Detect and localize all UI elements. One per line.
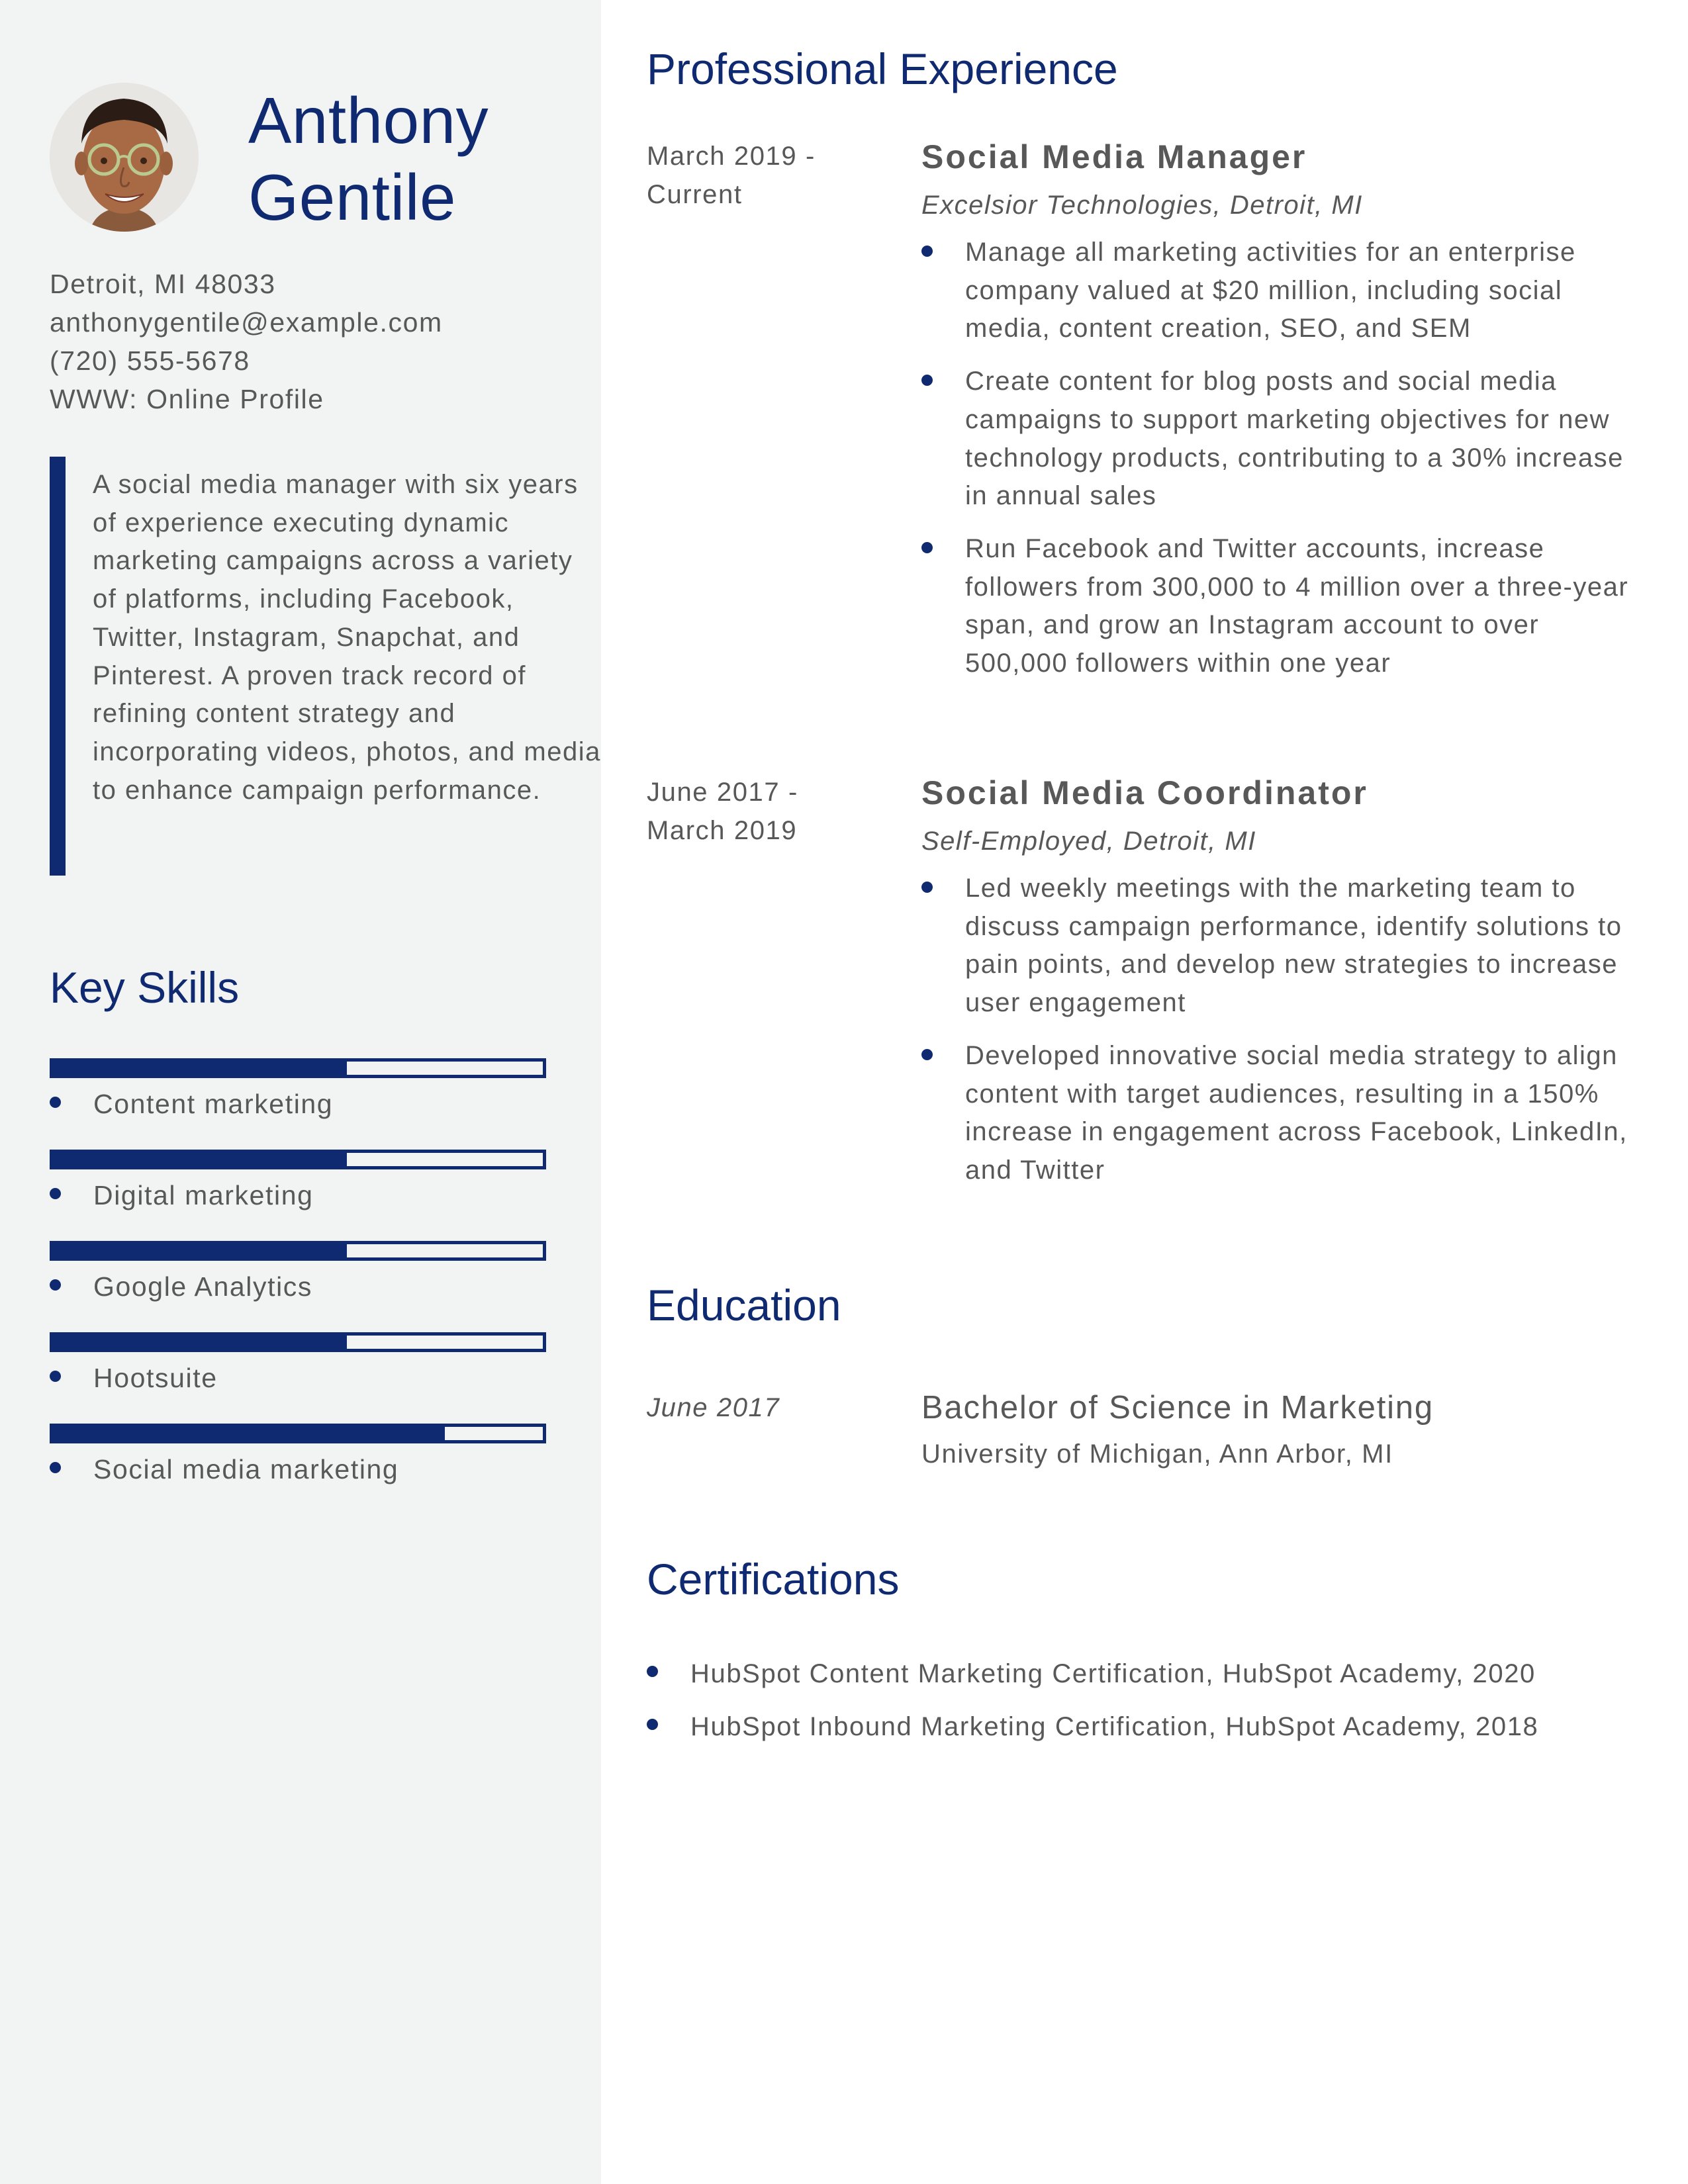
job-bullet-text: Manage all marketing activities for an enterprise company valued at $20 million, including social media, content creation, SEO, and SEM [965, 238, 1576, 343]
job-bullet-text: Create content for blog posts and social media campaigns to support marketing objectives for new technology products, contributing to a 30% increase in annual sales [965, 367, 1624, 511]
first-name: Anthony [248, 84, 489, 157]
key-skills-heading: Key Skills [50, 963, 240, 1012]
experience-heading: Professional Experience [647, 44, 1118, 93]
certification-text: HubSpot Content Marketing Certification, HubSpot Academy, 2020 [690, 1659, 1536, 1688]
skill-label: Digital marketing [93, 1180, 314, 1210]
job-company: Excelsior Technologies, Detroit, MI [921, 191, 1363, 220]
certification-text: HubSpot Inbound Marketing Certification, HubSpot Academy, 2018 [690, 1712, 1539, 1741]
education-heading: Education [647, 1281, 841, 1330]
bullet-icon [921, 246, 933, 257]
bullet-icon [50, 1279, 61, 1291]
bullet-icon [647, 1666, 658, 1677]
skill-level-fill [53, 1153, 347, 1166]
job-date-start: March 2019 - [647, 142, 816, 171]
certifications-heading: Certifications [647, 1555, 900, 1604]
sidebar [0, 0, 601, 2184]
skill-level-bar [50, 1332, 546, 1352]
job-title: Social Media Manager [921, 138, 1307, 175]
skill-level-fill [53, 1244, 347, 1257]
job-details [921, 137, 1640, 698]
job-bullet-text: Run Facebook and Twitter accounts, increase followers from 300,000 to 4 million over a three-year span, and grow an Instagram account to over 500,000 followers within one year [965, 533, 1629, 678]
education-degree: Bachelor of Science in Marketing [921, 1390, 1434, 1426]
skill-level-fill [53, 1062, 347, 1075]
job-bullets [921, 870, 1640, 1190]
avatar-photo-icon [50, 83, 199, 232]
contact-phone[interactable]: (720) 555-5678 [50, 345, 250, 376]
skill-item [50, 1424, 546, 1515]
job-title: Social Media Coordinator [921, 774, 1368, 811]
skill-level-bar [50, 1058, 546, 1078]
skills-list [50, 1058, 546, 1515]
skill-label: Social media marketing [93, 1454, 399, 1484]
education-date: June 2017 [647, 1393, 780, 1422]
bullet-icon [921, 542, 933, 553]
bullet-icon [921, 1049, 933, 1060]
job-date-start: June 2017 - [647, 778, 798, 807]
job-bullet [921, 870, 1640, 1023]
last-name: Gentile [248, 161, 457, 234]
education-school: University of Michigan, Ann Arbor, MI [921, 1439, 1393, 1469]
job-dates [647, 773, 898, 850]
certification-item [647, 1707, 1653, 1746]
skill-item [50, 1150, 546, 1241]
job-bullets [921, 234, 1640, 683]
skill-label: Content marketing [93, 1089, 334, 1119]
skill-level-bar [50, 1424, 546, 1443]
skill-level-fill [53, 1427, 445, 1440]
skill-label: Google Analytics [93, 1271, 312, 1302]
job-bullet-text: Developed innovative social media strategy to align content with target audiences, resulting in a 150% increase in engagement across Facebook, LinkedIn, and Twitter [965, 1040, 1628, 1185]
certification-item [647, 1655, 1653, 1693]
job-bullet [921, 234, 1640, 348]
bullet-icon [50, 1371, 61, 1382]
skill-level-bar [50, 1241, 546, 1261]
job-date-end: March 2019 [647, 816, 798, 845]
bullet-icon [921, 375, 933, 386]
job-company: Self-Employed, Detroit, MI [921, 827, 1256, 856]
bullet-icon [50, 1462, 61, 1473]
contact-info [50, 265, 443, 418]
skill-item [50, 1058, 546, 1150]
bullet-icon [647, 1719, 658, 1730]
job-bullet-text: Led weekly meetings with the marketing team to discuss campaign performance, identify solutions to pain points, and develop new strategies to increase user engagement [965, 874, 1622, 1018]
certifications-list [647, 1655, 1653, 1760]
skill-label: Hootsuite [93, 1363, 218, 1393]
avatar [50, 83, 199, 232]
job-dates [647, 137, 898, 214]
job-date-end: Current [647, 180, 743, 209]
bullet-icon [921, 882, 933, 893]
contact-website[interactable]: WWW: Online Profile [50, 384, 324, 414]
job-bullet [921, 363, 1640, 516]
bullet-icon [50, 1097, 61, 1108]
job-bullet [921, 530, 1640, 683]
bullet-icon [50, 1188, 61, 1199]
contact-email[interactable]: anthonygentile@example.com [50, 307, 443, 338]
job-bullet [921, 1037, 1640, 1190]
skill-item [50, 1332, 546, 1424]
summary-text: A social media manager with six years of experience executing dynamic marketing campaigns across a variety of platforms, including Facebook, Twitter, Instagram, Snapchat, and Pinterest. A proven track record of refining content strategy and incorporating videos, photos, and media to enhance campaign performance. [93, 470, 601, 805]
skill-item [50, 1241, 546, 1332]
candidate-name [248, 82, 489, 236]
skill-level-fill [53, 1336, 347, 1349]
contact-address: Detroit, MI 48033 [50, 269, 276, 299]
skill-level-bar [50, 1150, 546, 1169]
job-details [921, 773, 1640, 1205]
summary-accent-bar [50, 457, 66, 876]
